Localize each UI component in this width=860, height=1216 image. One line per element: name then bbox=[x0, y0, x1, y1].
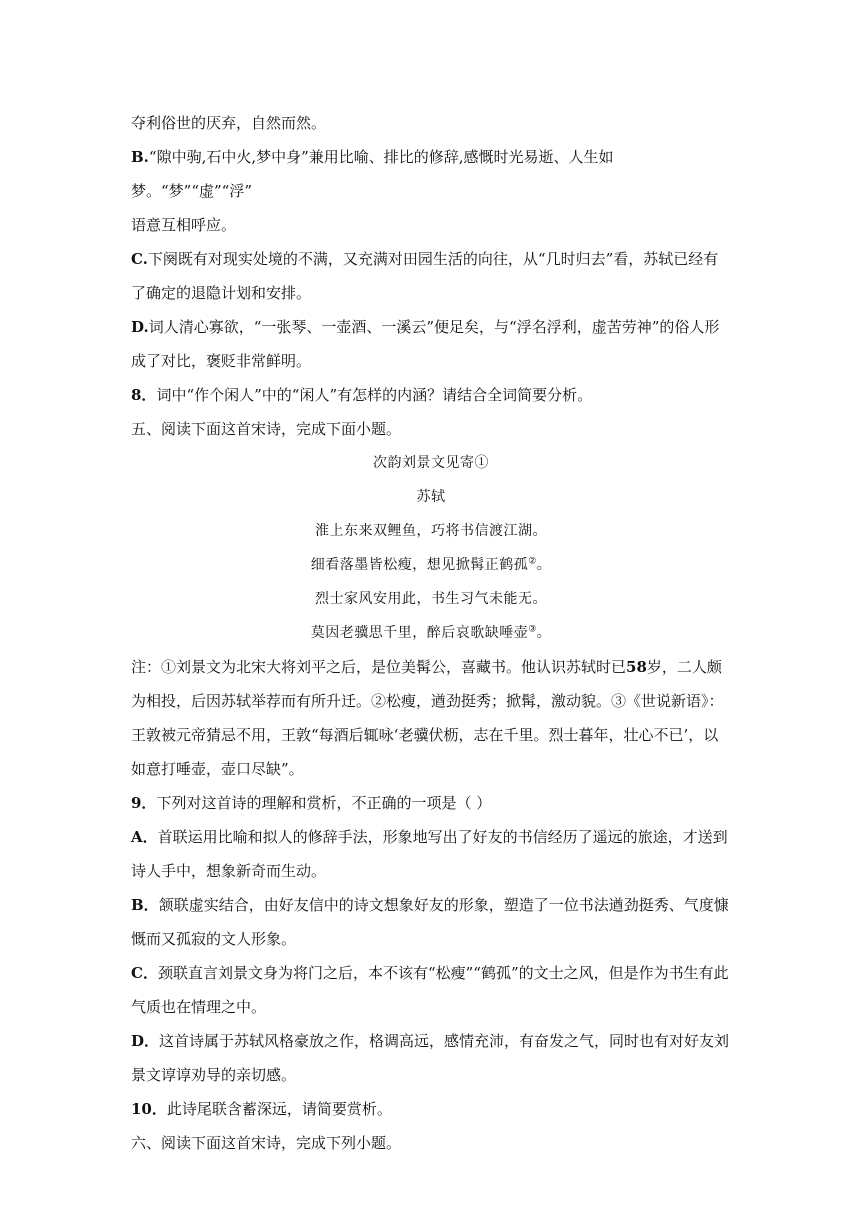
poem-line-1: 淮上东来双鲤鱼，巧将书信渡江湖。 bbox=[315, 523, 547, 539]
question-number: 10． bbox=[131, 1100, 167, 1118]
footnote-marker: ③ bbox=[528, 624, 537, 635]
poem-line-2: 细看落墨皆松瘦，想见掀髯正鹤孤②。 bbox=[310, 556, 552, 573]
section-5-heading: 五、阅读下面这首宋诗，完成下面小题。 bbox=[131, 420, 402, 438]
document-body bbox=[131, 106, 731, 1160]
notes-line-4: 如意打唾壶，壶口尽缺”。 bbox=[131, 760, 304, 778]
q9-option-c-line-1: C．颈联直言刘景文身为将门之后，本不该有“松瘦”“鹤孤”的文士之风，但是作为书生有此 bbox=[131, 964, 729, 982]
option-b-line-1: B.“隙中驹,石中火,梦中身”兼用比喻、排比的修辞,感慨时光易逝、人生如梦。“梦”“虚”“浮” bbox=[131, 148, 614, 200]
option-label: D． bbox=[131, 1032, 160, 1050]
q9-option-b-line-1: B．颔联虚实结合，由好友信中的诗文想象好友的形象，塑造了一位书法遒劲挺秀、气度慷 bbox=[131, 896, 729, 914]
poem-line-4: 莫因老骥思千里，醉后哀歌缺唾壶③。 bbox=[310, 624, 552, 641]
option-c-line-2: 了确定的退隐计划和安排。 bbox=[131, 284, 312, 302]
option-label: C． bbox=[131, 964, 158, 982]
option-label: A． bbox=[131, 828, 158, 846]
notes-line-1: 注：①刘景文为北宋大将刘平之后，是位美髯公，喜藏书。他认识苏轼时已58岁，二人颇 bbox=[131, 658, 722, 676]
poem-title: 次韵刘景文见寄① bbox=[373, 455, 489, 471]
q9-option-a-line-2: 诗人手中，想象新奇而生动。 bbox=[131, 862, 327, 880]
question-number: 9． bbox=[131, 794, 157, 812]
question-8: 8．词中“作个闲人”中的“闲人”有怎样的内涵？请结合全词简要分析。 bbox=[131, 386, 593, 404]
option-label: C. bbox=[131, 250, 148, 268]
q9-option-d-line-1: D．这首诗属于苏轼风格豪放之作，格调高远，感情充沛，有奋发之气，同时也有对好友刘 bbox=[131, 1032, 730, 1050]
section-6-heading: 六、阅读下面这首宋诗，完成下列小题。 bbox=[131, 1134, 402, 1152]
q9-option-d-line-2: 景文谆谆劝导的亲切感。 bbox=[131, 1066, 297, 1084]
footnote-marker: ② bbox=[528, 556, 537, 567]
question-10: 10．此诗尾联含蓄深远，请简要赏析。 bbox=[131, 1100, 392, 1118]
q9-option-b-line-2: 慨而又孤寂的文人形象。 bbox=[131, 930, 297, 948]
option-d-line-2: 成了对比，褒贬非常鲜明。 bbox=[131, 352, 312, 370]
option-c-line-1: C.下阕既有对现实处境的不满，又充满对田园生活的向往，从“几时归去”看，苏轼已经有 bbox=[131, 250, 719, 268]
notes-line-2: 为相投，后因苏轼举荐而有所升迁。②松瘦，遒劲挺秀；掀髯，激动貌。③《世说新语》： bbox=[131, 692, 724, 710]
question-number: 8． bbox=[131, 386, 157, 404]
poem-line-3: 烈士家风安用此，书生习气未能无。 bbox=[315, 591, 547, 607]
option-b-line-2: 语意互相呼应。 bbox=[131, 216, 237, 234]
option-label: D. bbox=[131, 318, 149, 336]
option-d-line-1: D.词人清心寡欲，“一张琴、一壶酒、一溪云”便足矣，与“浮名浮利，虚苦劳神”的俗人形 bbox=[131, 318, 720, 336]
q9-option-a-line-1: A．首联运用比喻和拟人的修辞手法，形象地写出了好友的书信经历了遥远的旅途，才送到 bbox=[131, 828, 728, 846]
option-label: B． bbox=[131, 896, 159, 914]
poem-author: 苏轼 bbox=[416, 489, 446, 505]
notes-line-3: 王敦被元帝猜忌不用，王敦“每酒后辄咏‘老骥伏枥，志在千里。烈士暮年，壮心不已’，以 bbox=[131, 726, 719, 744]
q9-option-c-line-2: 气质也在情理之中。 bbox=[131, 998, 267, 1016]
option-label: B. bbox=[131, 148, 149, 166]
option-a-continuation: 夺利俗世的厌弃，自然而然。 bbox=[131, 114, 327, 132]
question-9: 9．下列对这首诗的理解和赏析，不正确的一项是（ ） bbox=[131, 794, 492, 812]
